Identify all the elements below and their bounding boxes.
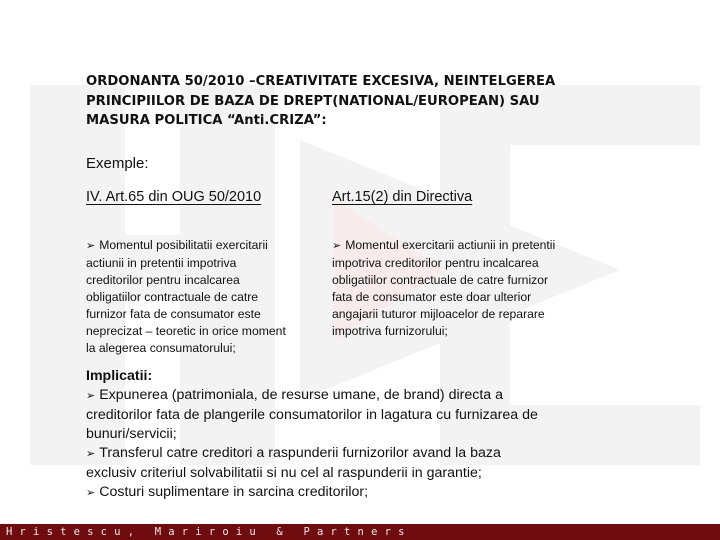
left-column-text (86, 237, 326, 357)
arrow-bullet-icon: ➢ (86, 240, 96, 252)
list-item-continuation: bunuri/servicii; (86, 426, 177, 442)
left-column-heading: IV. Art.65 din OUG 50/2010 (86, 189, 262, 205)
list-item-continuation: angajarii tuturor mijloacelor de reparare (332, 307, 545, 321)
examples-label: Exemple: (86, 155, 149, 172)
footer-firm-name: Hristescu, Mariroiu & Partners (6, 526, 412, 538)
list-item-continuation: exclusiv criteriul solvabilitatii si nu cel al raspunderii in garantie; (86, 465, 482, 481)
list-item-continuation: creditorilor fata de plangerile consumatorilor in lagatura cu furnizarea de (86, 407, 538, 423)
footer-bar (0, 524, 720, 540)
list-item-continuation: fata de consumator este doar ulterior (332, 290, 532, 304)
list-item: ➢ Costuri suplimentare in sarcina creditorilor; (86, 484, 369, 500)
list-item: ➢ Momentul posibilitatii exercitarii (86, 238, 268, 252)
title-line: PRINCIPIILOR DE BAZA DE DREPT(NATIONAL/EUROPEAN) SAU (86, 93, 540, 109)
list-item-continuation: actiunii in pretentii impotriva (86, 256, 237, 270)
right-column-text (332, 237, 612, 340)
list-item-continuation: obligatiilor contractuale de catre furnizor (332, 273, 549, 287)
list-item-continuation: la alegerea consumatorului; (86, 341, 236, 355)
arrow-bullet-icon: ➢ (332, 240, 342, 252)
title-line: ORDONANTA 50/2010 –CREATIVITATE EXCESIVA, NEINTELGEREA (86, 74, 556, 89)
list-item-continuation: impotriva furnizorului; (332, 324, 448, 338)
list-item-continuation: impotriva creditorilor pentru incalcarea (332, 256, 539, 270)
implications-section (86, 367, 626, 503)
slide-title (86, 72, 646, 131)
title-line: MASURA POLITICA “Anti.CRIZA”: (86, 113, 327, 128)
implications-title: Implicatii: (86, 368, 153, 384)
list-item-continuation: obligatiilor contractuale de catre (86, 290, 259, 304)
list-item: ➢ Momentul exercitarii actiunii in pretentii (332, 238, 556, 252)
list-item-continuation: neprecizat – teoretic in orice moment (86, 324, 286, 338)
arrow-bullet-icon: ➢ (86, 487, 96, 499)
right-column-heading: Art.15(2) din Directiva (332, 189, 473, 205)
arrow-bullet-icon: ➢ (86, 448, 96, 460)
list-item: ➢ Transferul catre creditori a raspunderii furnizorilor avand la baza (86, 445, 501, 461)
arrow-bullet-icon: ➢ (86, 390, 96, 402)
list-item-continuation: furnizor fata de consumator este (86, 307, 261, 321)
list-item: ➢ Expunerea (patrimoniala, de resurse umane, de brand) directa a (86, 387, 504, 403)
list-item-continuation: creditorilor pentru incalcarea (86, 273, 240, 287)
